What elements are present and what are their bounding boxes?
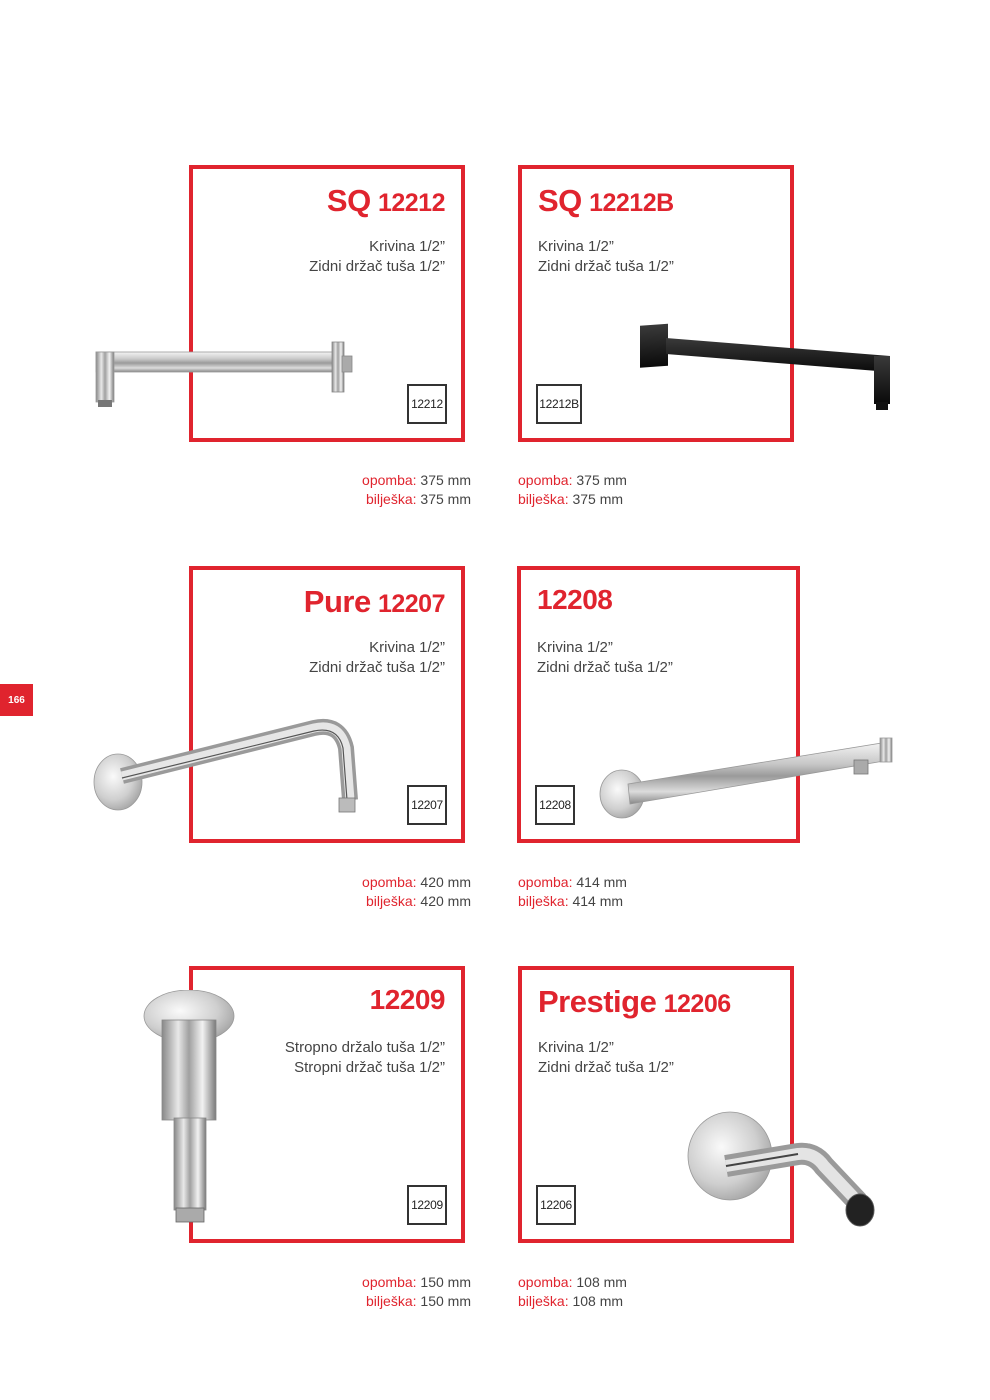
product-brand: SQ [326,183,371,218]
product-description [538,237,674,277]
note-value: 420 mm [420,874,471,890]
description-line-2: Zidni držač tuša 1/2” [538,258,674,275]
product-code: 12206 [663,990,731,1018]
shower-arm-square-black-image [636,320,896,416]
product-description [285,1038,445,1078]
product-code: 12207 [377,590,445,618]
shower-arm-curved-chrome-image [92,718,362,818]
product-code: 12212 [377,189,445,217]
note-label: opomba: [518,874,573,890]
note-label: bilješka: [518,491,569,507]
product-description [309,638,445,678]
product-title [370,984,445,1016]
description-line-1: Krivina 1/2” [537,639,613,656]
product-code: 12208 [537,584,613,615]
note-value: 420 mm [420,893,471,909]
product-title [327,183,445,219]
product-code: 12209 [369,984,445,1015]
product-notes-12208 [518,873,627,911]
note-label: opomba: [362,472,417,488]
description-line-1: Stropno držalo tuša 1/2” [284,1039,445,1056]
note-value: 150 mm [420,1274,471,1290]
ceiling-shower-arm-chrome-image [142,990,242,1230]
note-value: 375 mm [420,491,471,507]
shower-arm-square-chrome-image [92,338,358,410]
description-line-2: Zidni držač tuša 1/2” [537,659,673,676]
description-line-2: Zidni držač tuša 1/2” [309,258,445,275]
note-label: bilješka: [365,491,417,507]
product-description [309,237,445,277]
description-line-1: Krivina 1/2” [369,639,445,656]
note-label: opomba: [518,1274,573,1290]
product-description [538,1038,674,1078]
note-value: 108 mm [572,1293,624,1309]
description-line-1: Krivina 1/2” [538,1039,614,1056]
note-label: bilješka: [365,1293,417,1309]
product-title [538,183,674,219]
product-code-box: 12206 [536,1185,576,1225]
note-value: 108 mm [576,1274,627,1290]
description-line-2: Zidni držač tuša 1/2” [309,659,445,676]
short-shower-arm-chrome-image [686,1110,882,1234]
note-label: opomba: [518,472,573,488]
note-value: 414 mm [572,893,624,909]
product-notes-12212b [518,471,627,509]
product-notes-12212 [362,471,471,509]
product-brand: SQ [538,183,582,218]
description-line-2: Zidni držač tuša 1/2” [538,1059,674,1076]
product-code: 12212B [589,189,674,217]
product-code-box: 12212B [536,384,582,424]
product-code-box: 12209 [407,1185,447,1225]
product-description [537,638,673,678]
page-number-tab: 166 [0,684,33,716]
shower-arm-straight-chrome-image [598,734,898,820]
description-line-2: Stropni držač tuša 1/2” [294,1059,445,1076]
note-label: bilješka: [518,893,569,909]
note-label: bilješka: [518,1293,569,1309]
product-code-box: 12207 [407,785,447,825]
note-value: 150 mm [420,1293,471,1309]
product-title [304,584,445,620]
product-notes-12206 [518,1273,627,1311]
product-notes-12207 [362,873,471,911]
product-brand: Prestige [538,984,657,1019]
note-label: opomba: [362,1274,417,1290]
product-brand: Pure [303,584,371,619]
product-notes-12209 [362,1273,471,1311]
note-value: 375 mm [572,491,624,507]
note-value: 414 mm [576,874,627,890]
note-label: opomba: [362,874,417,890]
description-line-1: Krivina 1/2” [538,238,614,255]
description-line-1: Krivina 1/2” [369,238,445,255]
product-title [537,584,612,616]
product-code-box: 12208 [535,785,575,825]
note-label: bilješka: [365,893,417,909]
note-value: 375 mm [576,472,627,488]
product-title [538,984,731,1020]
note-value: 375 mm [420,472,471,488]
product-code-box: 12212 [407,384,447,424]
